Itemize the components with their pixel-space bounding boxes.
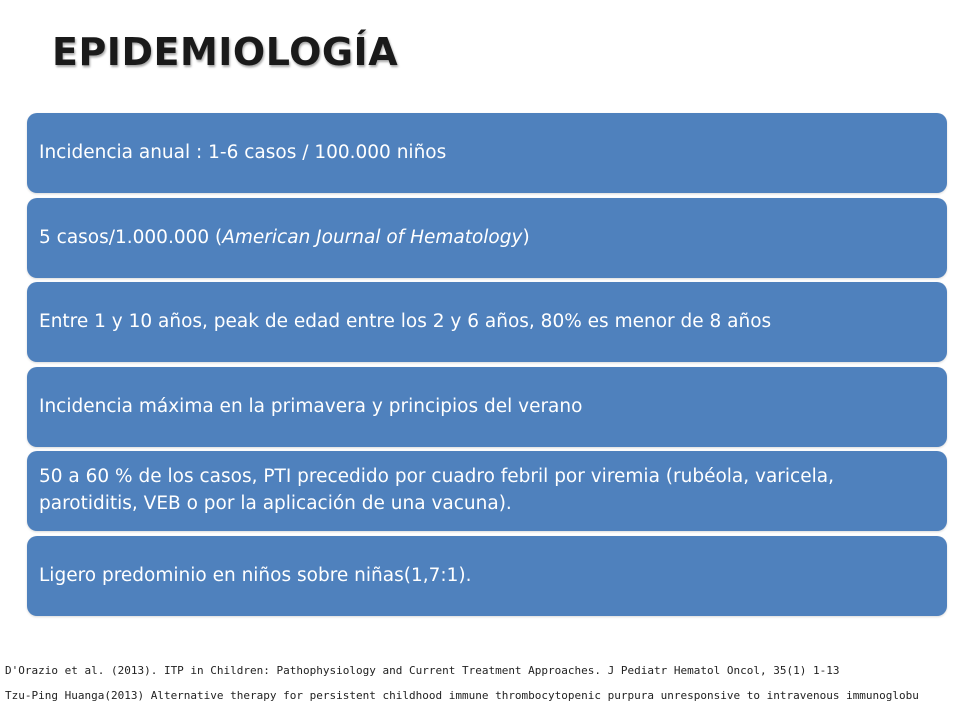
reference-line: D'Orazio et al. (2013). ITP in Children: Pathophysiology and Current Treatment Approaches. J Pediatr Hematol Oncol, 35(1) 1-13 [5, 664, 840, 677]
box-text [39, 225, 530, 252]
epidemiology-box [27, 113, 947, 193]
box-text-segment: 5 casos/1.000.000 ( [39, 226, 223, 248]
box-text-italic: American Journal of Hematology [222, 226, 523, 248]
epidemiology-box [27, 198, 947, 278]
epidemiology-box [27, 282, 947, 362]
box-text-segment: ) [522, 226, 530, 248]
reference-line: Tzu-Ping Huanga(2013) Alternative therapy for persistent childhood immune thrombocytopenic purpura unresponsive to intravenous immunoglobu [5, 689, 919, 702]
box-text [39, 140, 446, 167]
epidemiology-box [27, 536, 947, 616]
box-text [39, 394, 582, 421]
box-text-segment: Incidencia anual : 1-6 casos / 100.000 niños [39, 141, 447, 163]
epidemiology-box [27, 451, 947, 531]
box-text-segment: 50 a 60 % de los casos, PTI precedido por cuadro febril por viremia (rubéola, varicela, parotiditis, VEB o por la aplicación de una vacuna). [39, 466, 834, 514]
box-text-segment: Entre 1 y 10 años, peak de edad entre los 2 y 6 años, 80% es menor de 8 años [39, 310, 772, 332]
box-text [39, 309, 771, 336]
epidemiology-box [27, 367, 947, 447]
slide-title: EPIDEMIOLOGÍA [52, 30, 399, 74]
box-text-segment: Incidencia máxima en la primavera y principios del verano [39, 395, 583, 417]
box-text [39, 563, 471, 590]
box-text [39, 464, 935, 518]
references [5, 662, 957, 712]
box-text-segment: Ligero predominio en niños sobre niñas(1,7:1). [39, 564, 472, 586]
